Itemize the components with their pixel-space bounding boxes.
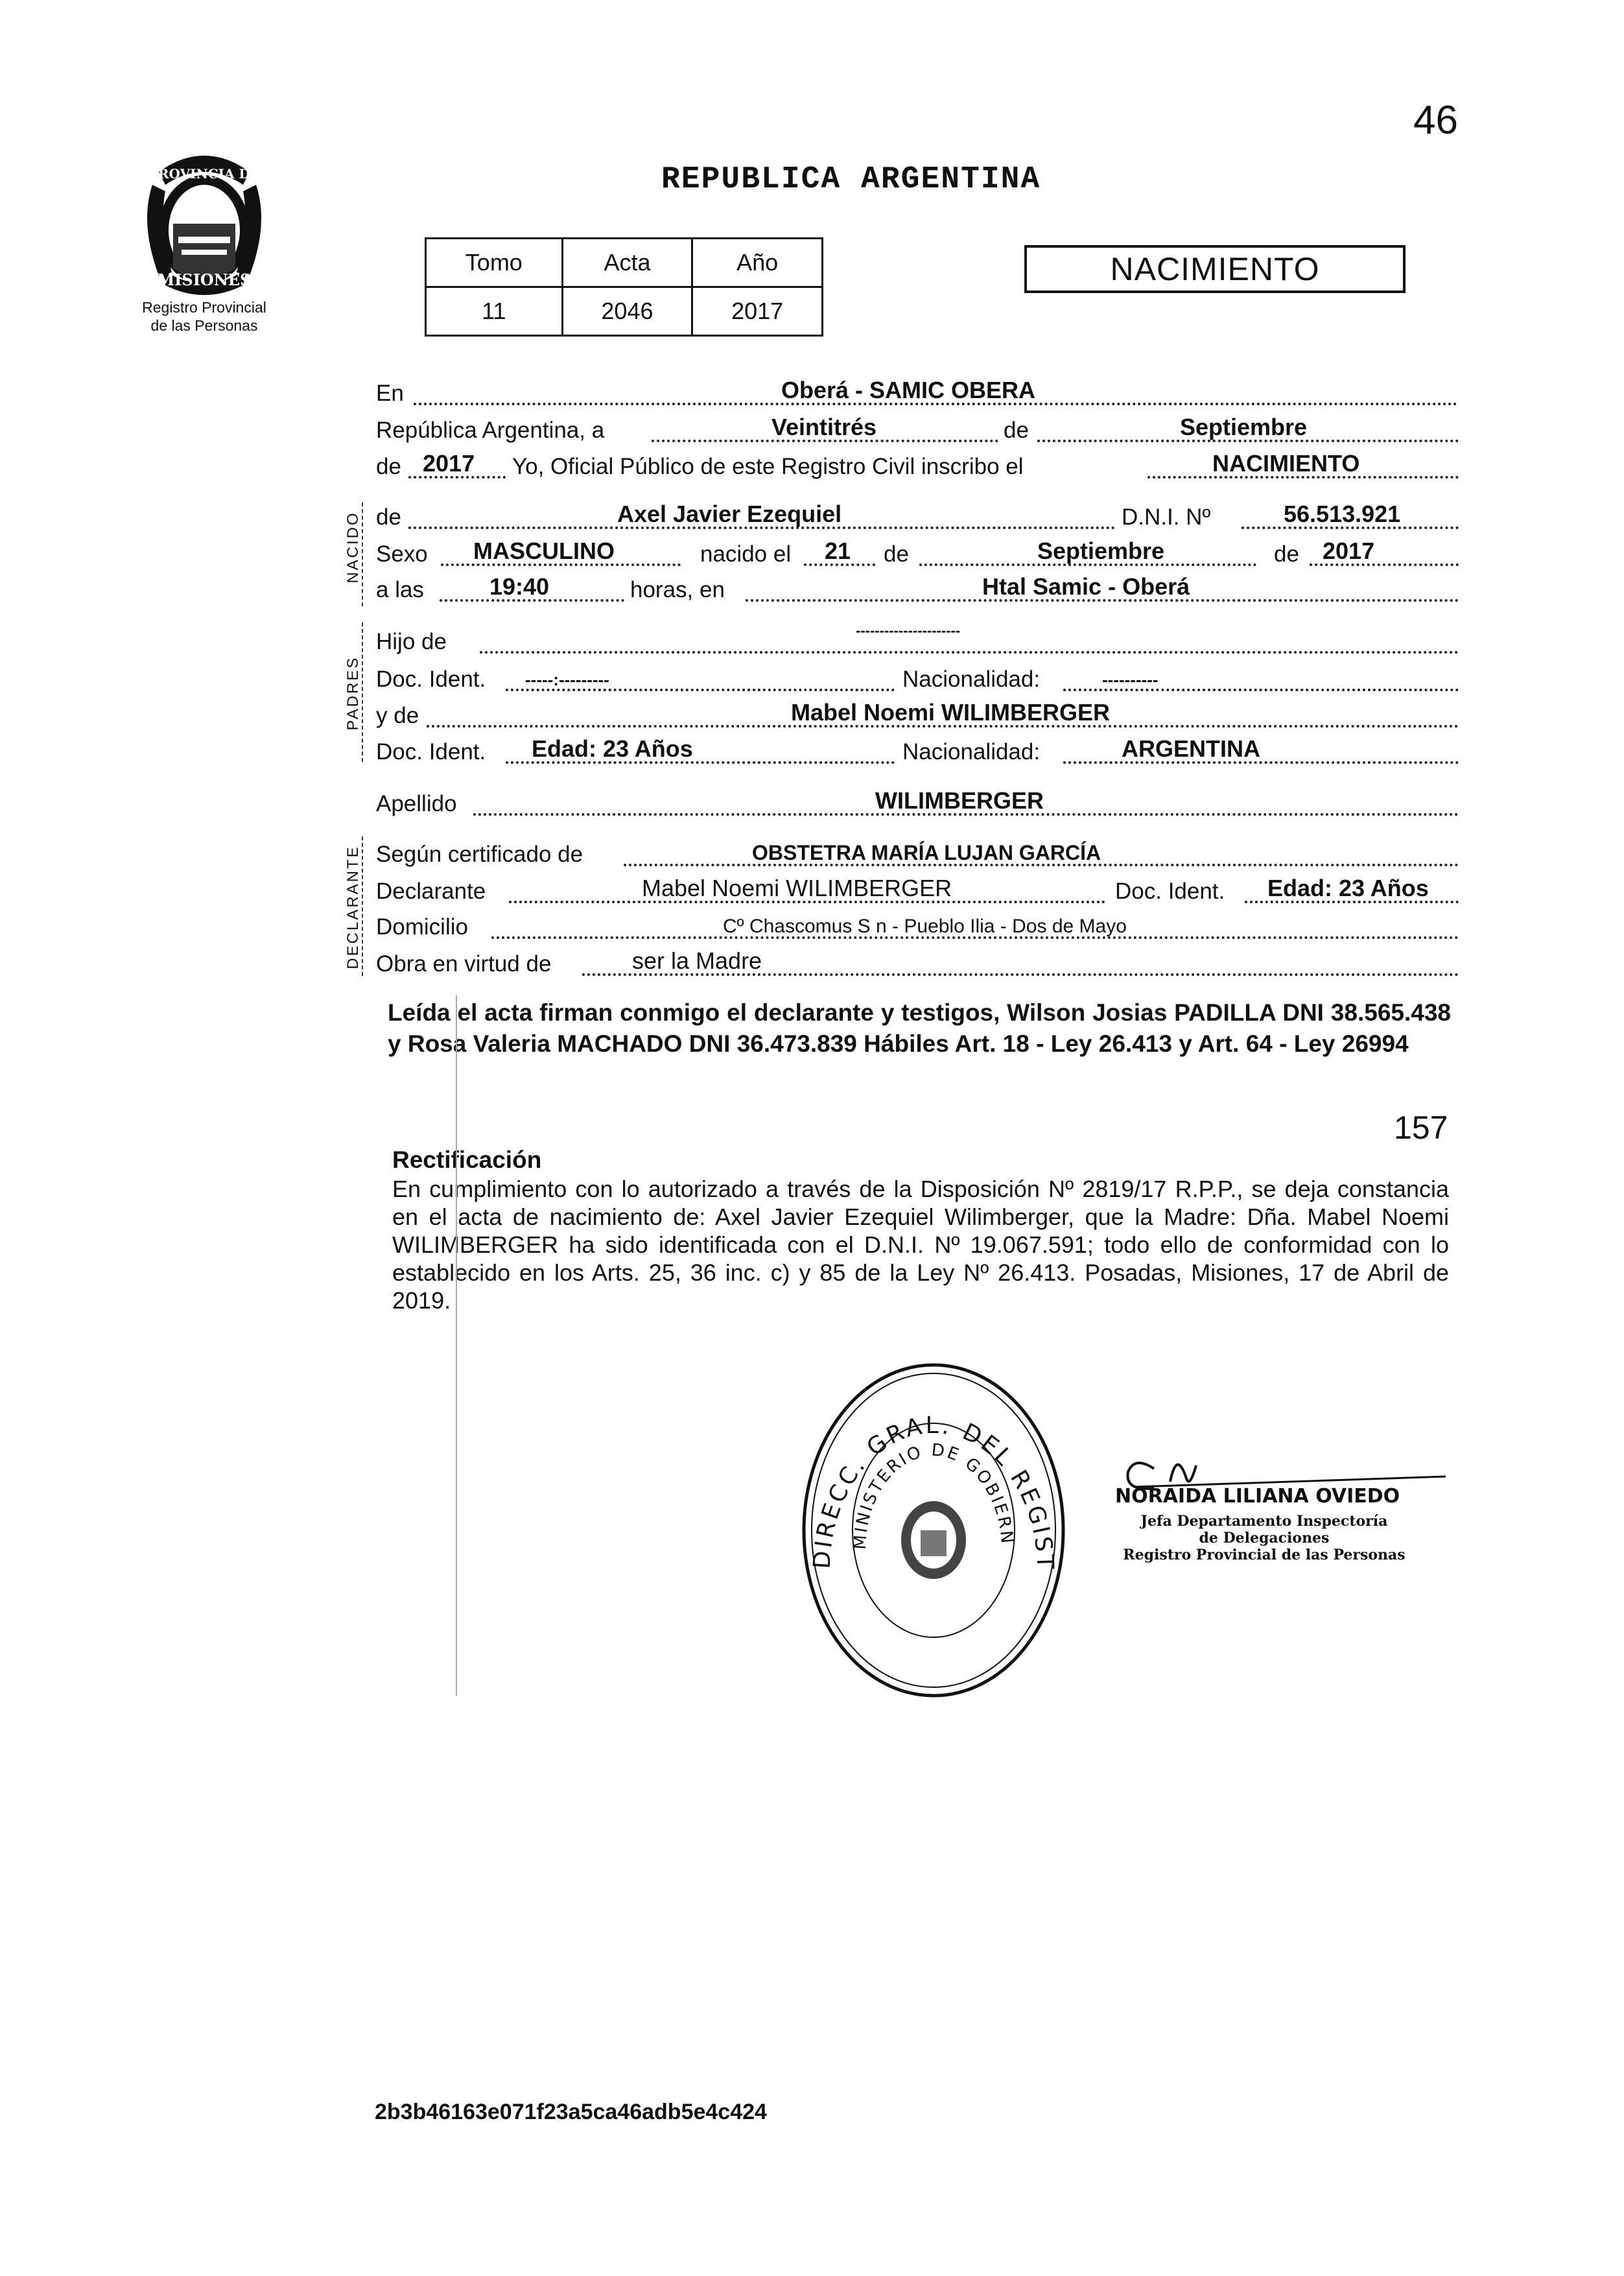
ref-header-tomo: Tomo <box>426 239 563 287</box>
label-a-las: a las <box>376 577 424 602</box>
label-en: En <box>376 381 404 406</box>
value-birth-year: 2017 <box>1323 538 1375 564</box>
label-de-2: de <box>376 454 401 479</box>
row-segun <box>376 835 1465 871</box>
ref-value-acta: 2046 <box>562 287 692 336</box>
value-month: Septiembre <box>1180 414 1308 440</box>
row-yo <box>376 447 1465 484</box>
document-title: REPUBLICA ARGENTINA <box>661 162 1041 197</box>
label-doc-1: Doc. Ident. <box>376 667 486 692</box>
ref-value-ano: 2017 <box>692 287 823 336</box>
signature-title <box>1096 1513 1433 1563</box>
label-de-3: de <box>376 504 401 530</box>
crest-caption <box>110 298 298 335</box>
value-obra: ser la Madre <box>632 947 762 974</box>
document-hash: 2b3b46163e071f23a5ca46adb5e4c424 <box>375 2100 767 2124</box>
ref-value-tomo: 11 <box>426 287 563 336</box>
label-nacionalidad-1: Nacionalidad: <box>902 667 1041 692</box>
label-de-4: de <box>884 541 909 567</box>
row-declarante <box>376 872 1465 908</box>
row-republica <box>376 411 1465 447</box>
label-sexo: Sexo <box>376 541 428 567</box>
value-mother: Mabel Noemi WILIMBERGER <box>791 699 1111 726</box>
value-doc-decl: Edad: 23 Años <box>1267 875 1429 901</box>
value-day: Veintitrés <box>771 414 877 440</box>
value-en: Oberá - SAMIC OBERA <box>781 377 1036 403</box>
value-declarante: Mabel Noemi WILIMBERGER <box>642 875 952 901</box>
ref-header-ano: Año <box>692 239 823 287</box>
label-dni: D.N.I. Nº <box>1122 504 1211 530</box>
label-segun: Según certificado de <box>376 842 583 867</box>
row-doc-madre <box>376 733 1465 769</box>
value-domicilio: Cº Chascomus S n - Pueblo Ilia - Dos de Mayo <box>723 916 1127 937</box>
row-sexo <box>376 535 1465 571</box>
value-time: 19:40 <box>489 573 550 600</box>
section-label-declarante: DECLARANTE <box>344 845 362 969</box>
reference-table <box>425 237 823 337</box>
section-label-nacido: NACIDO <box>344 511 362 584</box>
value-name: Axel Javier Ezequiel <box>617 501 842 527</box>
label-obra: Obra en virtud de <box>376 951 552 977</box>
signature-line-2: de Delegaciones <box>1199 1530 1330 1547</box>
label-nacionalidad-2: Nacionalidad: <box>902 739 1041 765</box>
row-obra <box>376 945 1465 981</box>
official-seal <box>794 1355 1073 1705</box>
row-nombre <box>376 498 1465 534</box>
page-number: 46 <box>1413 98 1458 143</box>
crest-caption-line-1: Registro Provincial <box>142 299 266 316</box>
value-place: Htal Samic - Oberá <box>982 573 1190 600</box>
label-apellido: Apellido <box>376 791 457 816</box>
value-hijo: ---------------------- <box>856 622 961 639</box>
signature-line-1: Jefa Departamento Inspectoría <box>1140 1513 1388 1530</box>
value-birth-day: 21 <box>825 538 851 564</box>
province-crest <box>126 146 282 295</box>
label-domicilio: Domicilio <box>376 914 468 940</box>
crest-text-top: PROVINCIA DE <box>148 166 261 182</box>
crest-caption-line-2: de las Personas <box>150 317 258 334</box>
label-de-5: de <box>1274 541 1299 567</box>
value-nacionalidad-1: ---------- <box>1102 670 1159 689</box>
row-apellido <box>376 785 1465 821</box>
section-label-padres: PADRES <box>344 656 362 731</box>
firma-paragraph: Leída el acta firman conmigo el declarante y testigos, Wilson Josias PADILLA DNI 38.565.438 y Rosa Valeria MACHADO DNI 36.473.839 Hábiles Art. 18 - Ley 26.413 y Art. 64 - Ley 26994 <box>388 999 1451 1057</box>
value-segun: OBSTETRA MARÍA LUJAN GARCÍA <box>752 841 1101 864</box>
value-inscribo: NACIMIENTO <box>1212 450 1360 477</box>
rectificacion-number: 157 <box>1394 1109 1448 1146</box>
label-republica: República Argentina, a <box>376 418 605 443</box>
row-domicilio <box>376 908 1465 944</box>
crest-text-bottom: MISIONES <box>157 270 252 289</box>
seal-outer-text: DIRECC. GRAL. DEL REGIST <box>808 1412 1059 1572</box>
value-birth-month: Septiembre <box>1037 538 1165 564</box>
label-yde: y de <box>376 703 419 728</box>
value-year: 2017 <box>423 450 475 477</box>
label-nacido-el: nacido el <box>700 541 792 567</box>
row-hijo <box>376 622 1465 659</box>
seal-inner-text: MINISTERIO DE GOBIERN <box>850 1440 1017 1550</box>
value-apellido: WILIMBERGER <box>875 787 1044 814</box>
value-sexo: MASCULINO <box>473 538 615 564</box>
value-doc-1: -----:--------- <box>525 670 609 689</box>
label-horas-en: horas, en <box>630 577 725 602</box>
rectificacion-title: Rectificación <box>392 1146 542 1173</box>
label-hijo: Hijo de <box>376 629 447 654</box>
label-doc-decl: Doc. Ident. <box>1115 879 1225 904</box>
ref-header-acta: Acta <box>562 239 692 287</box>
label-de-1: de <box>1004 418 1029 443</box>
value-nacionalidad-2: ARGENTINA <box>1122 735 1260 762</box>
label-doc-2: Doc. Ident. <box>376 739 486 765</box>
label-yo: Yo, Oficial Público de este Registro Civil inscribo el <box>512 454 1024 479</box>
signature-name: NORAIDA LILIANA OVIEDO <box>1115 1485 1400 1508</box>
row-hora <box>376 571 1465 607</box>
label-declarante: Declarante <box>376 879 486 904</box>
signature-line-3: Registro Provincial de las Personas <box>1123 1547 1406 1563</box>
row-en <box>376 374 1465 410</box>
value-doc-2: Edad: 23 Años <box>532 735 693 762</box>
rectificacion-body: En cumplimiento con lo autorizado a través de la Disposición Nº 2819/17 R.P.P., se deja constancia en el acta de nacimiento de: Axel Javier Ezequiel Wilimberger, que la Madre: Dña. Mabel Noemi WILIMBERGER ha sido identificada con el D.N.I. Nº 19.067.591; todo ello de conformidad con lo establecido en los Arts. 25, 36 inc. c) y 85 de la Ley Nº 26.413. Posadas, Misiones, 17 de Abril de 2019. <box>392 1176 1449 1314</box>
row-madre <box>376 696 1465 733</box>
value-dni: 56.513.921 <box>1284 501 1401 527</box>
record-type-box: NACIMIENTO <box>1024 245 1406 293</box>
row-doc-padre <box>376 660 1465 696</box>
